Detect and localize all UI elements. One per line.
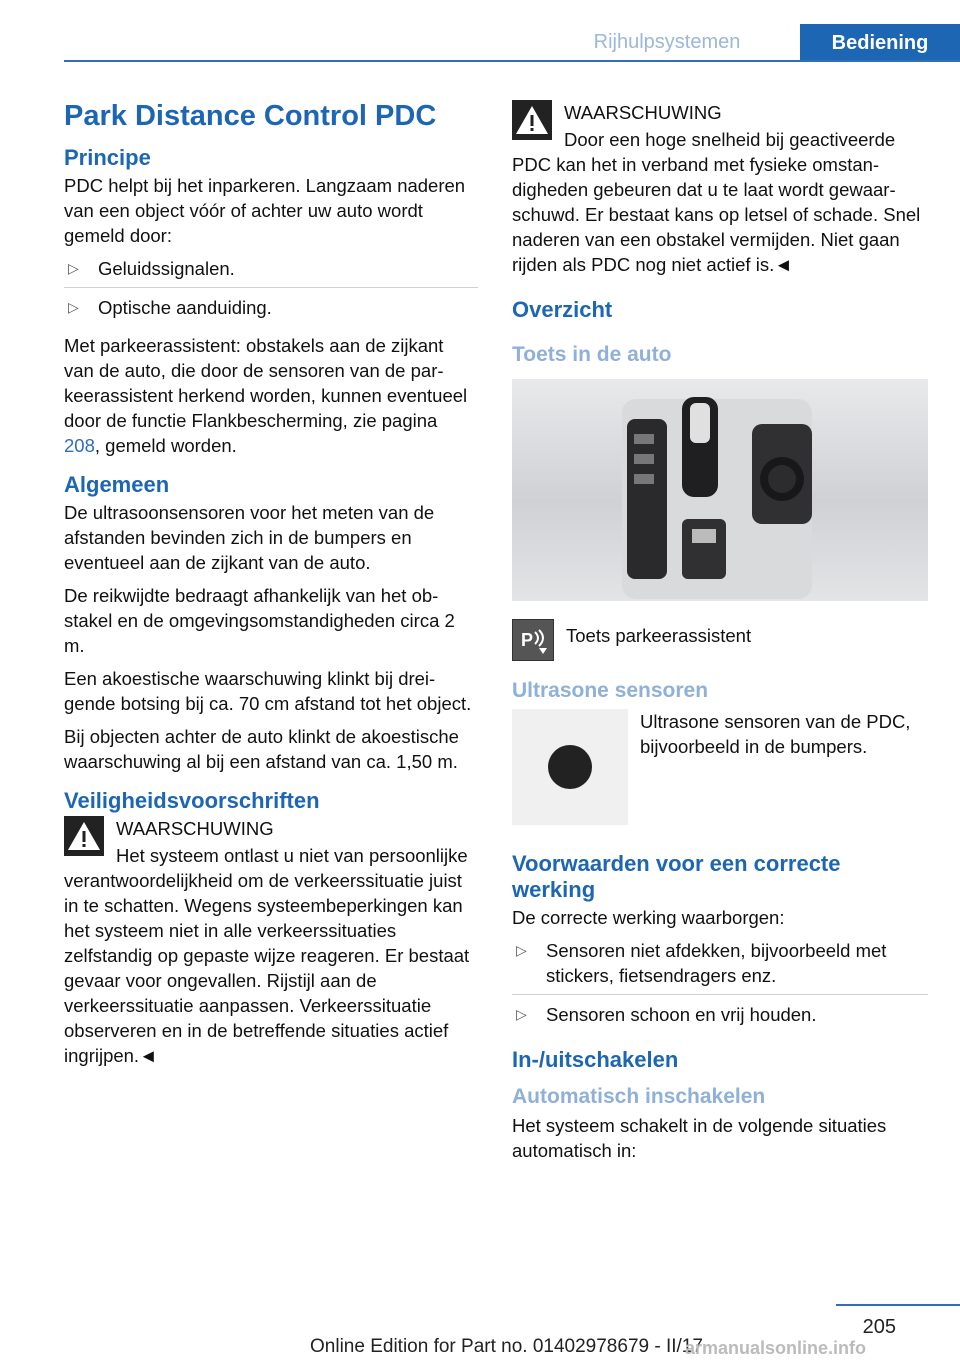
heading-automatisch: Automatisch inschakelen — [512, 1085, 766, 1108]
triangle-bullet-icon: ▷ — [516, 942, 527, 958]
sensor-row — [512, 709, 928, 825]
heading-veiligheid: Veiligheidsvoorschriften — [64, 788, 320, 813]
warning-icon — [64, 816, 104, 856]
list-item: ▷ Sensoren schoon en vrij houden. — [516, 1004, 817, 1025]
key-label: Toets parkeerassistent — [566, 625, 752, 646]
svg-text:P: P — [521, 630, 534, 650]
list-item: ▷ Optische aanduiding. — [68, 297, 272, 318]
page-link-208[interactable]: 208 — [64, 435, 95, 456]
parking-assistant-key-row — [512, 619, 928, 661]
automatisch-text: Het systeem schakelt in de volgende situaties automatisch in: — [512, 1115, 887, 1161]
watermark: armanualsonline.info — [685, 1338, 867, 1358]
warning-block — [512, 100, 928, 277]
algemeen-text-1: De ultrasoonsensoren voor het meten van de afstanden bevinden zich in de bumpers en eventueel aan de zijkant van de auto. — [64, 502, 435, 573]
list-item: ▷ Geluidssignalen. — [64, 256, 478, 288]
triangle-bullet-icon: ▷ — [68, 299, 79, 315]
page-number: 205 — [862, 1316, 896, 1338]
page-header — [64, 24, 960, 62]
heading-ultrasone: Ultrasone sensoren — [512, 679, 709, 702]
triangle-bullet-icon: ▷ — [68, 260, 79, 276]
header-rule — [64, 60, 960, 62]
tab-rijhulpsystemen[interactable]: Rijhulpsystemen — [593, 30, 741, 53]
warning-block — [64, 816, 478, 1068]
algemeen-text-4: Bij objecten achter de auto klinkt de akoestische waarschuwing al bij een afstand van ca. 1,50 m. — [64, 726, 459, 772]
edition-note: Online Edition for Part no. 01402978679 - II/17 — [310, 1336, 703, 1357]
left-column — [64, 100, 478, 1076]
heading-toets: Toets in de auto — [512, 343, 672, 366]
heading-algemeen: Algemeen — [64, 472, 170, 497]
right-column — [512, 100, 928, 1171]
page-title: Park Distance Control PDC — [64, 100, 437, 132]
warning-text: Door een hoge snelheid bij geactiveerde PDC kan het in verband met fysieke omstandigheden gebeuren dat u te laat wordt gewaarschuwd. Er bestaat kans op letsel of schade. Snel naderen van een obstakel vermijden. Niet gaan rijden als PDC nog niet actief is.◄ — [512, 129, 921, 275]
parking-assistant-icon — [512, 619, 554, 661]
condition-list — [512, 938, 928, 1033]
algemeen-text-3: Een akoestische waarschuwing klinkt bij dreigende botsing bij ca. 70 cm afstand tot het object. — [64, 668, 472, 714]
warning-title: WAARSCHUWING — [564, 102, 722, 123]
parkassist-text: Met parkeerassistent: obstakels aan de zijkant van de auto, die door de sensoren van de parkeerassistent herkend worden, kunnen eventueel door de functie Flankbescherming, zie pagina 208, gemeld worden. — [64, 335, 468, 456]
heading-in-uit: In-/uitschakelen — [512, 1047, 679, 1072]
center-console-photo — [512, 379, 928, 601]
signal-list — [64, 256, 478, 326]
warning-text: Het systeem ontlast u niet van persoonlijke verantwoordelijkheid om de verkeerssituatie juist in te schatten. Wegens systeembeperkingen kan het systeem niet in alle verkeerssituaties zelfstandig op gepaste wijze reageren. Er bestaat gevaar voor ongevallen. Rijstijl aan de verkeerssituatie aanpassen. Verkeerssituatie observeren en in de betreffende situaties actief ingrijpen.◄ — [64, 845, 470, 1066]
warning-icon — [512, 100, 552, 140]
sensor-icon — [548, 745, 592, 789]
principe-text: PDC helpt bij het inparkeren. Langzaam naderen van een object vóór of achter uw auto wordt gemeld door: — [64, 175, 466, 246]
warning-title: WAARSCHUWING — [116, 818, 274, 839]
heading-voorwaarden: Voorwaarden voor een correcte werking — [512, 851, 841, 902]
algemeen-text-2: De reikwijdte bedraagt afhankelijk van het obstakel en de omgevingsomstandigheden circa 2 m. — [64, 585, 455, 656]
console-illustration — [512, 379, 928, 601]
tab-bediening[interactable]: Bediening — [800, 24, 960, 62]
voorwaarden-text: De correcte werking waarborgen: — [512, 907, 785, 928]
sensor-text: Ultrasone sensoren van de PDC, bijvoorbeeld in de bumpers. — [640, 711, 911, 757]
heading-overzicht: Overzicht — [512, 297, 613, 322]
list-item: ▷ Sensoren niet afdekken, bijvoorbeeld met stickers, fietsendragers enz. — [512, 938, 928, 995]
triangle-bullet-icon: ▷ — [516, 1006, 527, 1022]
heading-principe: Principe — [64, 145, 151, 170]
footer-rule — [836, 1304, 960, 1306]
sensor-image — [512, 709, 628, 825]
